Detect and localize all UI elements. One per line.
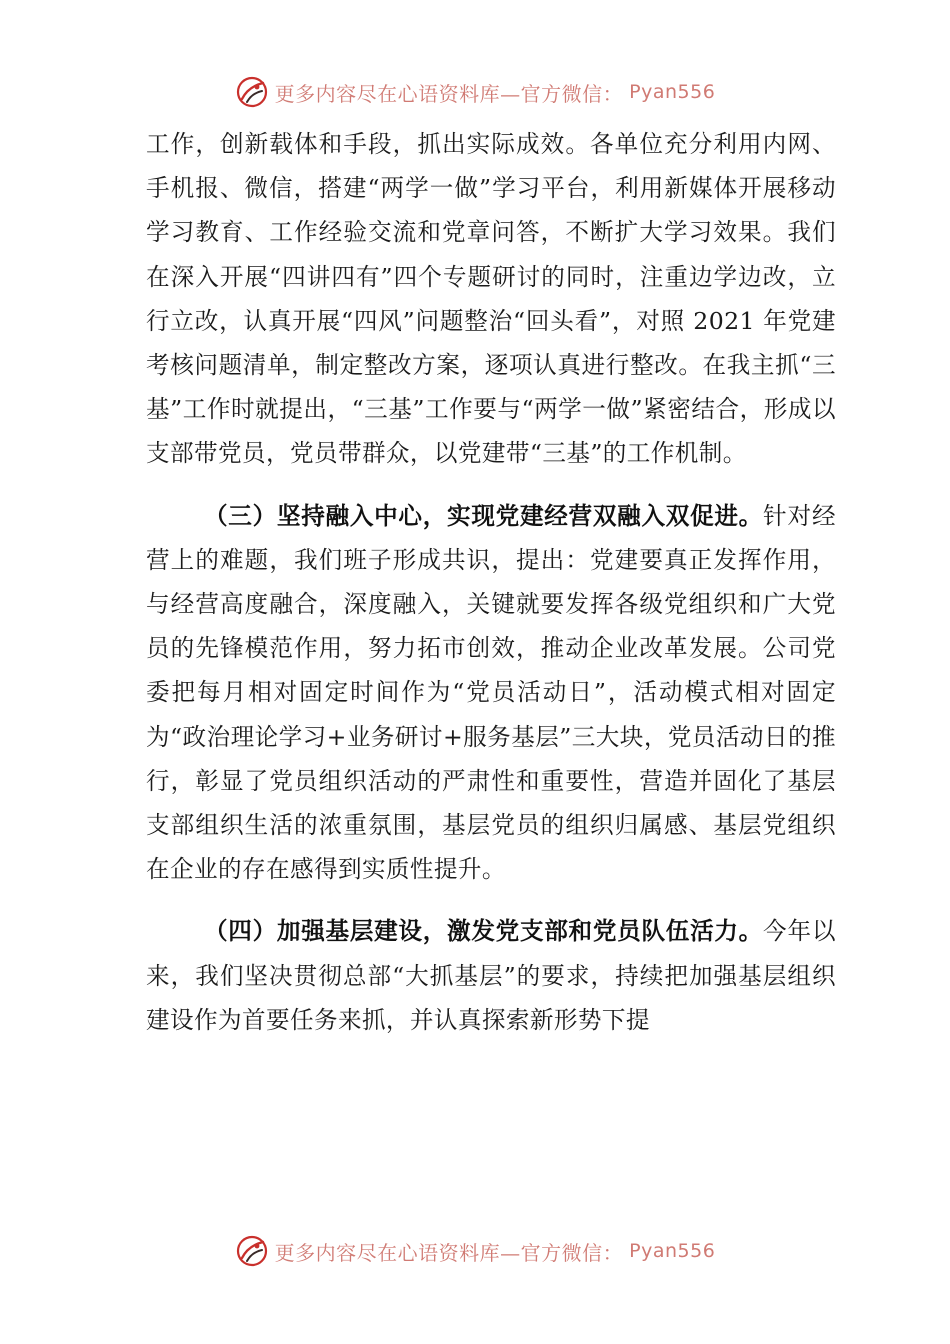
paragraph-body: 今年以来，我们坚决贯彻总部“大抓基层”的要求，持续把加强基层组织建设作为首要任务来抓，并认真探索新形势下提 bbox=[146, 917, 836, 1034]
paragraph-body: 针对经营上的难题，我们班子形成共识，提出：党建要真正发挥作用，与经营高度融合，深度融入，关键就要发挥各级党组织和广大党员的先锋模范作用，努力拓市创效，推动企业改革发展。公司党委把每月相对固定时间作为“党员活动日”，活动模式相对固定为“政治理论学习+业务研讨+服务基层”三大块，党员活动日的推行，彰显了党员组织活动的严肃性和重要性，营造并固化了基层支部组织生活的浓重氛围，基层党员的组织归属感、基层党组织在企业的存在感得到实质性提升。 bbox=[146, 501, 836, 884]
paragraph-section-four bbox=[146, 909, 836, 1042]
paragraph-section-three bbox=[146, 494, 836, 892]
footer-watermark bbox=[0, 1233, 950, 1269]
section-heading: （三）坚持融入中心，实现党建经营双融入双促进。 bbox=[204, 501, 763, 530]
watermark-text: 更多内容尽在心语资料库—官方微信： bbox=[274, 1240, 624, 1265]
brand-logo-icon bbox=[235, 1234, 269, 1268]
watermark-wechat-id: Pyan556 bbox=[629, 1240, 716, 1262]
paragraph-continued bbox=[146, 122, 836, 476]
paragraph-body: 工作，创新载体和手段，抓出实际成效。各单位充分利用内网、手机报、微信，搭建“两学一做”学习平台，利用新媒体开展移动学习教育、工作经验交流和党章问答，不断扩大学习效果。我们在深入开展“四讲四有”四个专题研讨的同时，注重边学边改，立行立改，认真开展“四风”问题整治“回头看”，对照 2021 年党建考核问题清单，制定整改方案，逐项认真进行整改。在我主抓“三基”工作时就提出，“三基”工作要与“两学一做”紧密结合，形成以支部带党员，党员带群众，以党建带“三基”的工作机制。 bbox=[146, 130, 836, 468]
brand-logo-icon bbox=[235, 75, 269, 109]
header-watermark bbox=[0, 74, 950, 110]
document-body bbox=[146, 122, 836, 1042]
watermark-text: 更多内容尽在心语资料库—官方微信： bbox=[274, 81, 624, 106]
section-heading: （四）加强基层建设，激发党支部和党员队伍活力。 bbox=[204, 917, 763, 946]
watermark-wechat-id: Pyan556 bbox=[629, 81, 716, 103]
